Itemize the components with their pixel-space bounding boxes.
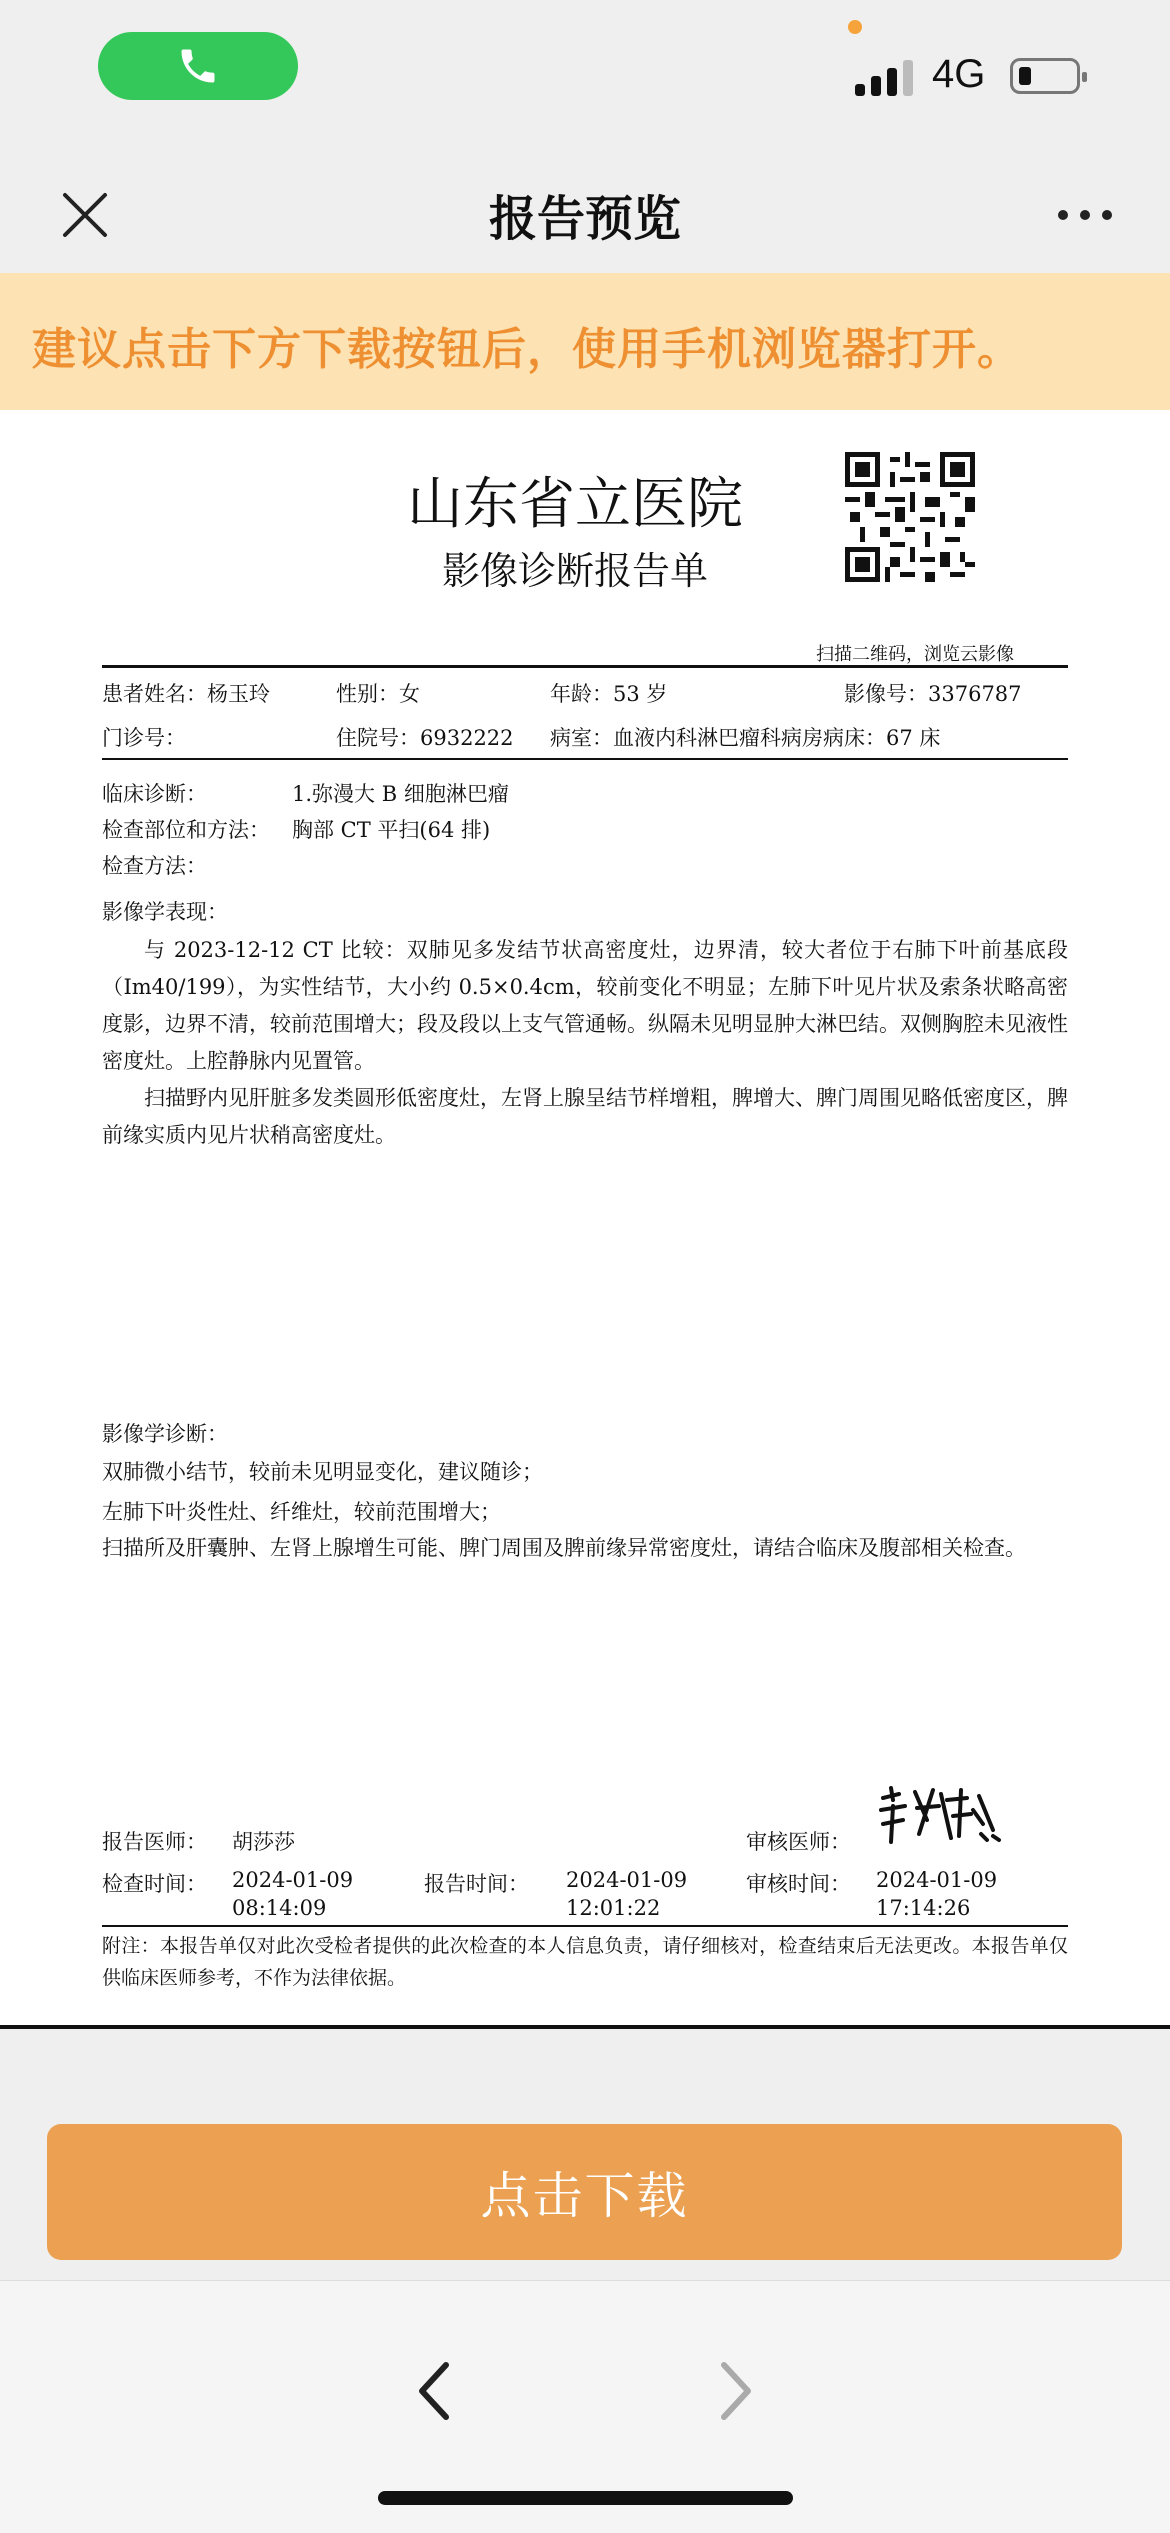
more-options-button[interactable]: [1050, 190, 1120, 240]
diagnosis-line: 扫描所及肝囊肿、左肾上腺增生可能、脾门周围及脾前缘异常密度灶，请结合临床及腹部相关检查。: [102, 1536, 1026, 1560]
ward-bed: 病室：血液内科淋巴瘤科病房病床：67 床: [550, 726, 941, 750]
review-doctor-label: 审核医师：: [746, 1830, 851, 1854]
qr-code: [845, 452, 975, 582]
patient-info-divider: [102, 758, 1068, 760]
clinical-diagnosis-label: 临床诊断：: [102, 782, 207, 806]
forward-button[interactable]: [700, 2351, 770, 2431]
chevron-right-icon: [700, 2351, 770, 2431]
diagnosis-line: 左肺下叶炎性灶、纤维灶，较前范围增大；: [102, 1500, 501, 1524]
report-time-label: 报告时间：: [424, 1872, 529, 1896]
exam-method-label: 检查方法：: [102, 854, 207, 878]
back-button[interactable]: [400, 2351, 470, 2431]
active-call-pill[interactable]: [98, 32, 298, 100]
review-date: 2024-01-09: [876, 1868, 998, 1892]
more-icon: [1057, 209, 1113, 221]
report-time: 12:01:22: [566, 1896, 661, 1920]
review-doctor-signature: [875, 1780, 1005, 1850]
diagnosis-line: 双肺微小结节，较前未见明显变化，建议随诊；: [102, 1460, 543, 1484]
findings-title: 影像学表现：: [102, 900, 228, 924]
patient-name: 患者姓名：杨玉玲: [102, 682, 270, 706]
phone-icon: [176, 44, 220, 88]
inpatient-number: 住院号：6932222: [336, 726, 514, 750]
report-doctor-label: 报告医师：: [102, 1830, 207, 1854]
patient-age: 年龄：53 岁: [550, 682, 668, 706]
image-number: 影像号：3376787: [844, 682, 1022, 706]
exam-part-label: 检查部位和方法：: [102, 818, 270, 842]
status-bar: [0, 0, 1170, 140]
footnote-divider: [102, 1925, 1068, 1927]
report-form-name: 影像诊断报告单: [441, 549, 708, 593]
report-doctor-name: 胡莎莎: [232, 1830, 295, 1854]
qr-scan-note: 扫描二维码，浏览云影像: [816, 644, 1014, 665]
diagnosis-title: 影像学诊断：: [102, 1422, 228, 1446]
report-footnote: 附注：本报告单仅对此次受检者提供的此次检查的本人信息负责，请仔细核对，检查结束后无法更改。本报告单仅供临床医师参考，不作为法律依据。: [102, 1935, 1068, 1989]
download-area: [0, 2029, 1170, 2279]
home-indicator[interactable]: [378, 2491, 793, 2505]
hospital-name: 山东省立医院: [407, 472, 743, 537]
clinic-number: 门诊号：: [102, 726, 186, 750]
exam-part-value: 胸部 CT 平扫(64 排): [292, 818, 491, 842]
review-time-label: 审核时间：: [746, 1872, 851, 1896]
exam-date: 2024-01-09: [232, 1868, 354, 1892]
page-title: 报告预览: [488, 191, 681, 247]
open-in-browser-banner: [0, 273, 1170, 410]
exam-time-label: 检查时间：: [102, 1872, 207, 1896]
battery-icon: [1010, 58, 1080, 94]
navigation-bar: [0, 140, 1170, 273]
report-preview[interactable]: [0, 410, 1170, 2029]
report-date: 2024-01-09: [566, 1868, 688, 1892]
review-time: 17:14:26: [876, 1896, 971, 1920]
network-type: 4G: [932, 52, 986, 96]
cellular-signal-icon: [855, 60, 915, 96]
privacy-indicator-dot: [848, 20, 862, 34]
clinical-diagnosis-value: 1.弥漫大 B 细胞淋巴瘤: [292, 782, 509, 806]
findings-paragraph-2: 扫描野内见肝脏多发类圆形低密度灶，左肾上腺呈结节样增粗，脾增大、脾门周围见略低密度区，脾前缘实质内见片状稍高密度灶。: [102, 1086, 1068, 1147]
findings-paragraph-1: 与 2023-12-12 CT 比较：双肺见多发结节状高密度灶，边界清，较大者位于右肺下叶前基底段（Im40/199），为实性结节，大小约 0.5×0.4cm，较前变化不明显；左肺下叶见片状及索条状略高密度影，边界不清，较前范围增大；段及段以上支气管通畅。纵隔未见明显肿大淋巴结。双侧胸腔未见液性密度灶。上腔静脉内见置管。: [102, 938, 1068, 1073]
banner-text: 建议点击下方下载按钮后，使用手机浏览器打开。: [32, 324, 1022, 375]
download-button[interactable]: 点击下载: [47, 2124, 1122, 2260]
header-divider: [102, 665, 1068, 668]
exam-time: 08:14:09: [232, 1896, 327, 1920]
chevron-left-icon: [400, 2351, 470, 2431]
patient-gender: 性别：女: [336, 682, 420, 706]
